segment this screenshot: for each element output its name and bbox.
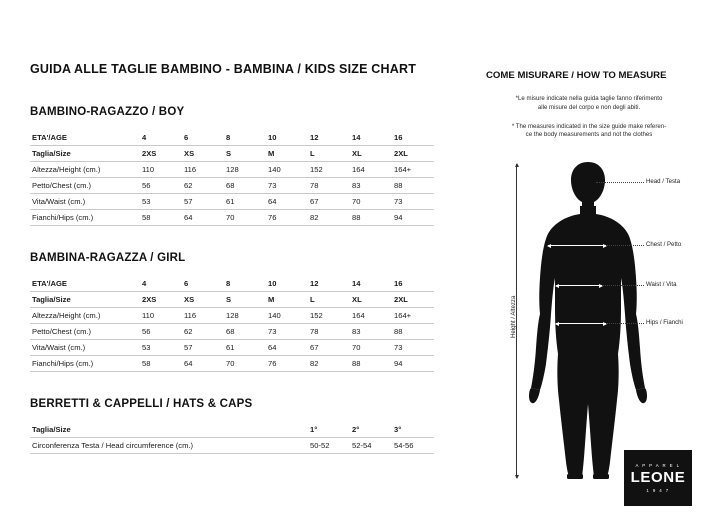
row-label: Petto/Chest (cm.) — [30, 178, 140, 194]
cell: 67 — [308, 194, 350, 210]
waist-annotation-label: Waist / Vita — [646, 281, 677, 289]
cell: 164+ — [392, 308, 434, 324]
cell: 57 — [182, 194, 224, 210]
cell: 61 — [224, 194, 266, 210]
how-to-measure-column — [486, 70, 692, 488]
cell: 54-56 — [392, 438, 434, 454]
logo-main-text: LEONE — [630, 469, 686, 486]
cell: 110 — [140, 308, 182, 324]
row-label: Taglia/Size — [30, 422, 308, 438]
cell: XS — [182, 146, 224, 162]
cell: 88 — [350, 210, 392, 226]
row-label: Taglia/Size — [30, 146, 140, 162]
cell: 58 — [140, 210, 182, 226]
cell: 140 — [266, 308, 308, 324]
cell: 53 — [140, 340, 182, 356]
cell: 116 — [182, 308, 224, 324]
cell: 16 — [392, 130, 434, 146]
logo-bottom-text: 1 9 4 7 — [646, 488, 670, 493]
cell: 16 — [392, 276, 434, 292]
cell: 61 — [224, 340, 266, 356]
height-annotation-label: Height / Altezza — [510, 295, 517, 339]
left-column — [30, 62, 440, 454]
cell: 62 — [182, 178, 224, 194]
cell: 88 — [350, 356, 392, 372]
row-label: ETA'/AGE — [30, 130, 140, 146]
girl-section-title: BAMBINA-RAGAZZA / GIRL — [30, 252, 186, 264]
cell: XS — [182, 292, 224, 308]
cell: 94 — [392, 356, 434, 372]
cell: M — [266, 146, 308, 162]
note-italian-line2: alle misure del corpo e non degli abiti. — [537, 103, 641, 111]
row-label: Altezza/Height (cm.) — [30, 308, 140, 324]
hats-size-table — [30, 422, 434, 454]
table-row — [30, 292, 434, 308]
cell: 64 — [266, 194, 308, 210]
cell: M — [266, 292, 308, 308]
cell: 4 — [140, 276, 182, 292]
brand-logo — [624, 450, 692, 506]
cell: 94 — [392, 210, 434, 226]
cell: 164+ — [392, 162, 434, 178]
body-silhouette-icon — [528, 158, 648, 480]
cell: 64 — [266, 340, 308, 356]
cell: 88 — [392, 178, 434, 194]
hips-annotation-line — [606, 323, 644, 324]
cell: 164 — [350, 308, 392, 324]
cell: 2XS — [140, 292, 182, 308]
cell: 152 — [308, 308, 350, 324]
head-annotation-label: Head / Testa — [646, 178, 681, 186]
chest-annotation-label: Chest / Petto — [646, 241, 682, 249]
table-row — [30, 438, 434, 454]
cell: 82 — [308, 210, 350, 226]
cell: 8 — [224, 130, 266, 146]
cell: 76 — [266, 210, 308, 226]
head-annotation-line — [596, 182, 644, 183]
note-english — [486, 123, 692, 141]
cell: 70 — [350, 194, 392, 210]
cell: 6 — [182, 276, 224, 292]
page-title: GUIDA ALLE TAGLIE BAMBINO - BAMBINA / KIDS SIZE CHART — [30, 62, 417, 76]
row-label: Fianchi/Hips (cm.) — [30, 356, 140, 372]
cell: 82 — [308, 356, 350, 372]
cell: 57 — [182, 340, 224, 356]
hips-measure-arrow — [556, 323, 606, 324]
cell: 3° — [392, 422, 434, 438]
cell: 83 — [350, 178, 392, 194]
row-label: ETA'/AGE — [30, 276, 140, 292]
boy-size-table — [30, 130, 434, 226]
boy-section — [30, 106, 440, 226]
cell: 83 — [350, 324, 392, 340]
cell: 12 — [308, 276, 350, 292]
cell: 67 — [308, 340, 350, 356]
cell: XL — [350, 292, 392, 308]
table-row — [30, 194, 434, 210]
cell: 128 — [224, 162, 266, 178]
hats-section-title: BERRETTI & CAPPELLI / HATS & CAPS — [30, 398, 253, 410]
cell: 116 — [182, 162, 224, 178]
chest-annotation-line — [606, 245, 644, 246]
table-row — [30, 210, 434, 226]
cell: S — [224, 292, 266, 308]
row-label: Taglia/Size — [30, 292, 140, 308]
table-row — [30, 340, 434, 356]
cell: 8 — [224, 276, 266, 292]
cell: 73 — [392, 340, 434, 356]
cell: L — [308, 146, 350, 162]
cell: 110 — [140, 162, 182, 178]
cell: 73 — [266, 178, 308, 194]
cell: 68 — [224, 178, 266, 194]
chest-measure-arrow — [548, 245, 606, 246]
cell: 2° — [350, 422, 392, 438]
cell: 53 — [140, 194, 182, 210]
cell: 70 — [224, 356, 266, 372]
waist-measure-arrow — [556, 285, 602, 286]
cell: 10 — [266, 130, 308, 146]
note-english-line1: * The measures indicated in the size guide make referen- — [511, 122, 667, 130]
cell: 68 — [224, 324, 266, 340]
cell: 88 — [392, 324, 434, 340]
cell: XL — [350, 146, 392, 162]
table-row — [30, 276, 434, 292]
cell: 152 — [308, 162, 350, 178]
cell: 12 — [308, 130, 350, 146]
cell: 2XL — [392, 292, 434, 308]
how-to-measure-title: COME MISURARE / HOW TO MEASURE — [486, 70, 667, 81]
cell: L — [308, 292, 350, 308]
hats-section — [30, 398, 440, 454]
cell: 164 — [350, 162, 392, 178]
row-label: Vita/Waist (cm.) — [30, 340, 140, 356]
cell: 2XL — [392, 146, 434, 162]
row-label: Circonferenza Testa / Head circumference (cm.) — [30, 438, 308, 454]
cell: 52-54 — [350, 438, 392, 454]
table-row — [30, 356, 434, 372]
cell: 64 — [182, 210, 224, 226]
cell: 6 — [182, 130, 224, 146]
cell: 14 — [350, 276, 392, 292]
note-italian-line1: *Le misure indicate nella guida taglie fanno riferimento — [515, 95, 663, 102]
cell: 70 — [224, 210, 266, 226]
cell: 140 — [266, 162, 308, 178]
note-english-line2: ce the body measurements and not the clothes — [525, 131, 653, 139]
cell: 70 — [350, 340, 392, 356]
note-italian — [486, 95, 692, 113]
cell: 62 — [182, 324, 224, 340]
row-label: Vita/Waist (cm.) — [30, 194, 140, 210]
cell: 78 — [308, 324, 350, 340]
table-row — [30, 130, 434, 146]
cell: 1° — [308, 422, 350, 438]
cell: 73 — [266, 324, 308, 340]
cell: 14 — [350, 130, 392, 146]
table-row — [30, 178, 434, 194]
cell: 56 — [140, 324, 182, 340]
cell: 2XS — [140, 146, 182, 162]
cell: 50-52 — [308, 438, 350, 454]
hips-annotation-label: Hips / Fianchi — [646, 319, 683, 327]
boy-section-title: BAMBINO-RAGAZZO / BOY — [30, 106, 185, 118]
cell: 78 — [308, 178, 350, 194]
body-measurement-figure — [486, 158, 692, 488]
table-row — [30, 308, 434, 324]
row-label: Fianchi/Hips (cm.) — [30, 210, 140, 226]
cell: 58 — [140, 356, 182, 372]
cell: 56 — [140, 178, 182, 194]
cell: 64 — [182, 356, 224, 372]
waist-annotation-line — [602, 285, 644, 286]
girl-size-table — [30, 276, 434, 372]
cell: 10 — [266, 276, 308, 292]
cell: 128 — [224, 308, 266, 324]
row-label: Petto/Chest (cm.) — [30, 324, 140, 340]
row-label: Altezza/Height (cm.) — [30, 162, 140, 178]
cell: 73 — [392, 194, 434, 210]
table-row — [30, 324, 434, 340]
logo-top-text: A P P A R E L — [635, 463, 681, 468]
cell: 76 — [266, 356, 308, 372]
girl-section — [30, 252, 440, 372]
cell: 4 — [140, 130, 182, 146]
table-row — [30, 146, 434, 162]
table-row — [30, 422, 434, 438]
cell: S — [224, 146, 266, 162]
table-row — [30, 162, 434, 178]
